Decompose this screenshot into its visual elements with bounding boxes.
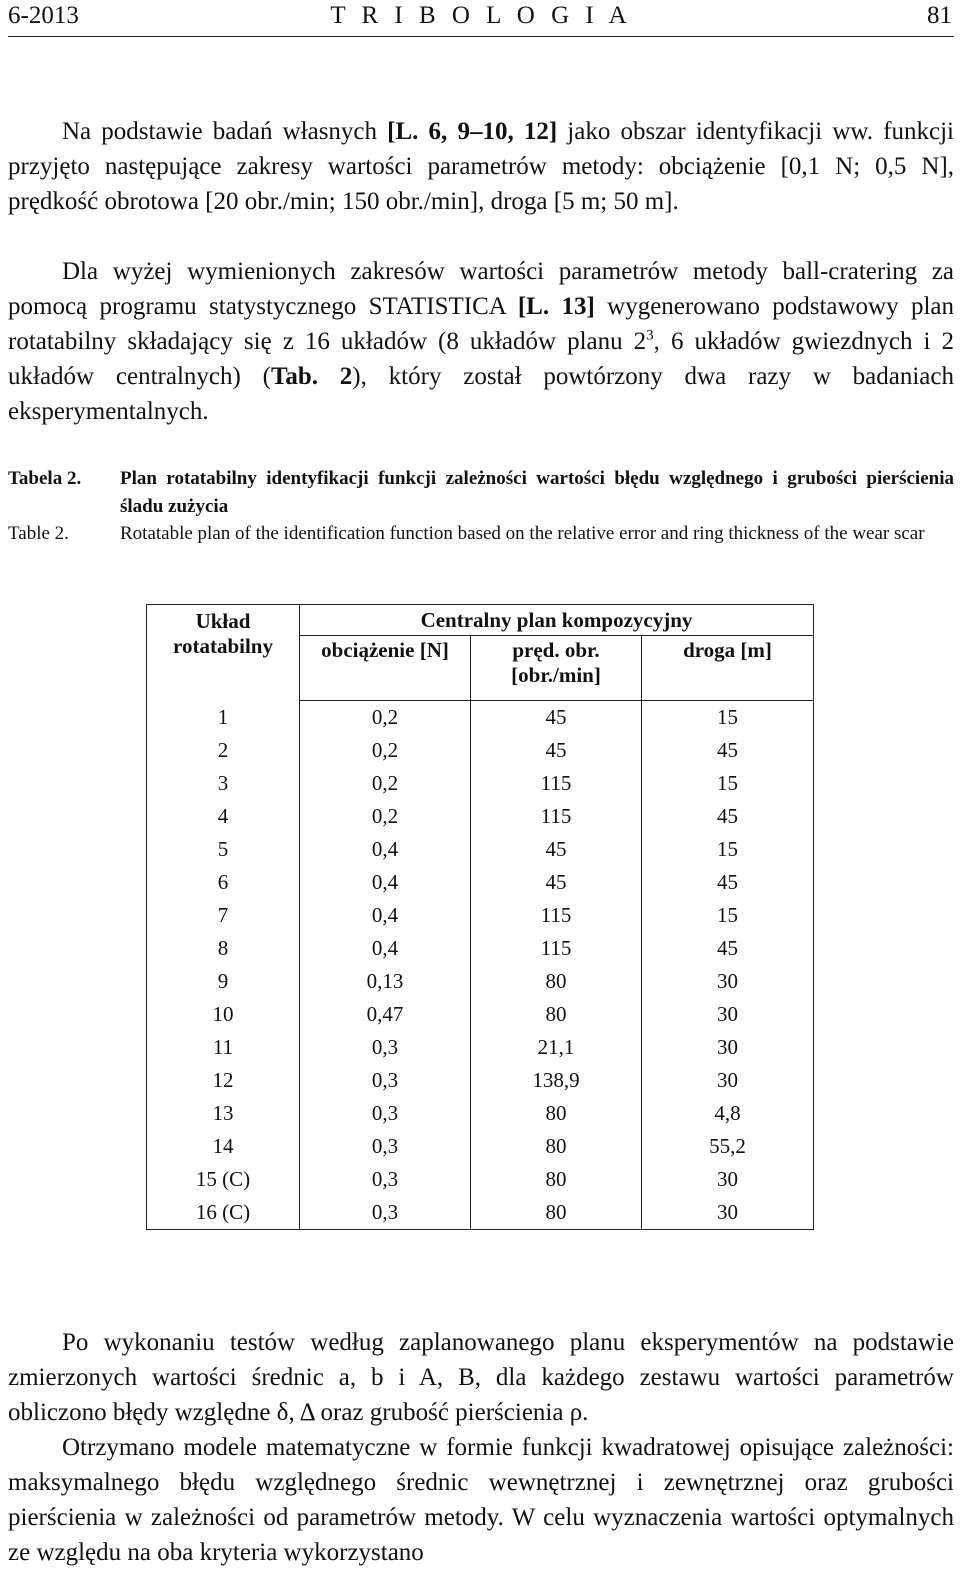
table-row <box>147 800 814 833</box>
table-row <box>147 734 814 767</box>
paragraph-models: Otrzymano modele matematyczne w formie funkcji kwadratowej opisujące zależności: maksymalnego błędu względnego średnic wewnętrznej i zewnętrznej oraz grubości pierścienia w zależności od parametrów metody. W celu wyznaczenia wartości optymalnych ze względu na oba kryteria wykorzystano <box>8 1434 954 1566</box>
cell-load: 0,4 <box>300 932 471 965</box>
cell-speed: 80 <box>471 1196 642 1230</box>
cell-system: 3 <box>147 767 300 800</box>
table-reference: Tab. 2 <box>270 363 353 390</box>
cell-distance: 15 <box>642 833 814 866</box>
journal-title: T R I B O L O G I A <box>330 2 632 29</box>
cell-load: 0,2 <box>300 800 471 833</box>
cell-system: 10 <box>147 998 300 1031</box>
table-row <box>147 1097 814 1130</box>
cell-load: 0,47 <box>300 998 471 1031</box>
cell-speed: 115 <box>471 932 642 965</box>
cell-load: 0,2 <box>300 767 471 800</box>
cell-distance: 30 <box>642 1031 814 1064</box>
table-label: Table 2. <box>8 523 69 544</box>
cell-distance: 15 <box>642 701 814 735</box>
cell-distance: 30 <box>642 1196 814 1230</box>
cell-load: 0,3 <box>300 1064 471 1097</box>
column-header-speed: pręd. obr. [obr./min] <box>471 636 642 701</box>
cell-load: 0,3 <box>300 1196 471 1230</box>
page-number: 81 <box>927 2 952 29</box>
cell-system: 8 <box>147 932 300 965</box>
column-group-header: Centralny plan kompozycyjny <box>300 605 814 636</box>
cell-speed: 115 <box>471 899 642 932</box>
cell-distance: 45 <box>642 734 814 767</box>
cell-speed: 45 <box>471 833 642 866</box>
cell-distance: 45 <box>642 866 814 899</box>
cell-system: 1 <box>147 701 300 735</box>
cell-system: 2 <box>147 734 300 767</box>
cell-system: 16 (C) <box>147 1196 300 1230</box>
cell-system: 11 <box>147 1031 300 1064</box>
cell-load: 0,3 <box>300 1130 471 1163</box>
cell-distance: 30 <box>642 1163 814 1196</box>
table-label: Tabela 2. <box>8 468 82 489</box>
column-header-distance: droga [m] <box>642 636 814 701</box>
citation: [L. 6, 9–10, 12] <box>387 118 558 145</box>
cell-system: 9 <box>147 965 300 998</box>
table-row <box>147 1130 814 1163</box>
cell-speed: 80 <box>471 1163 642 1196</box>
cell-speed: 45 <box>471 734 642 767</box>
issue-number: 6-2013 <box>8 2 79 29</box>
table-row <box>147 1064 814 1097</box>
citation: [L. 13] <box>517 293 595 320</box>
paragraph-statistica-plan: Dla wyżej wymienionych zakresów wartości parametrów metody ball-cratering za pomocą programu statystycznego STATISTICA [L. 13] wygenerowano podstawowy plan rotatabilny składający się z 16 układów (8 układów planu $2^3$, 6 układów gwiezdnych i 2 układów centralnych) (Tab. 2), który został powtórzony dwa razy w badaniach eksperymentalnych. <box>8 258 954 425</box>
cell-distance: 30 <box>642 1064 814 1097</box>
cell-distance: 30 <box>642 998 814 1031</box>
table-row <box>147 998 814 1031</box>
column-header-load: obciążenie [N] <box>300 636 471 701</box>
cell-distance: 15 <box>642 899 814 932</box>
cell-load: 0,4 <box>300 833 471 866</box>
table-row <box>147 833 814 866</box>
cell-speed: 80 <box>471 965 642 998</box>
cell-distance: 15 <box>642 767 814 800</box>
cell-system: 12 <box>147 1064 300 1097</box>
cell-speed: 115 <box>471 767 642 800</box>
cell-distance: 30 <box>642 965 814 998</box>
table-row <box>147 701 814 735</box>
cell-system: 13 <box>147 1097 300 1130</box>
cell-speed: 21,1 <box>471 1031 642 1064</box>
cell-load: 0,4 <box>300 866 471 899</box>
cell-load: 0,4 <box>300 899 471 932</box>
cell-system: 6 <box>147 866 300 899</box>
rotatable-plan-table <box>146 604 814 1230</box>
table-row <box>147 1196 814 1230</box>
cell-distance: 55,2 <box>642 1130 814 1163</box>
cell-speed: 138,9 <box>471 1064 642 1097</box>
cell-load: 0,2 <box>300 701 471 735</box>
paragraph-results: Po wykonaniu testów według zaplanowanego planu eksperymentów na podstawie zmierzonych wartości średnic a, b i A, B, dla każdego zestawu wartości parametrów obliczono błędy względne δ, Δ oraz grubość pierścienia ρ. <box>8 1329 954 1426</box>
cell-system: 15 (C) <box>147 1163 300 1196</box>
table-row <box>147 866 814 899</box>
cell-system: 5 <box>147 833 300 866</box>
cell-speed: 115 <box>471 800 642 833</box>
table-row <box>147 965 814 998</box>
cell-load: 0,2 <box>300 734 471 767</box>
table-row <box>147 932 814 965</box>
cell-speed: 80 <box>471 998 642 1031</box>
cell-load: 0,3 <box>300 1097 471 1130</box>
cell-distance: 45 <box>642 800 814 833</box>
cell-distance: 45 <box>642 932 814 965</box>
cell-speed: 80 <box>471 1097 642 1130</box>
cell-speed: 80 <box>471 1130 642 1163</box>
paragraph-research-ranges: Na podstawie badań własnych [L. 6, 9–10, 12] jako obszar identyfikacji ww. funkcji przyjęto następujące zakresy wartości parametrów metody: obciążenie [0,1 N; 0,5 N], prędkość obrotowa [20 obr./min; 150 obr./min], droga [5 m; 50 m]. <box>8 118 954 215</box>
cell-distance: 4,8 <box>642 1097 814 1130</box>
column-header-system: Układ rotatabilny <box>147 605 300 701</box>
cell-system: 4 <box>147 800 300 833</box>
cell-system: 7 <box>147 899 300 932</box>
cell-speed: 45 <box>471 701 642 735</box>
running-header <box>8 2 954 37</box>
table-row <box>147 1163 814 1196</box>
table-row <box>147 899 814 932</box>
table-row <box>147 767 814 800</box>
table-title: Rotatable plan of the identification function based on the relative error and ring thickness of the wear scar <box>120 523 925 544</box>
cell-load: 0,13 <box>300 965 471 998</box>
table-row <box>147 1031 814 1064</box>
cell-system: 14 <box>147 1130 300 1163</box>
table-title: Plan rotatabilny identyfikacji funkcji zależności wartości błędu względnego i grubości pierścienia śladu zużycia <box>120 468 954 517</box>
cell-speed: 45 <box>471 866 642 899</box>
cell-load: 0,3 <box>300 1031 471 1064</box>
cell-load: 0,3 <box>300 1163 471 1196</box>
